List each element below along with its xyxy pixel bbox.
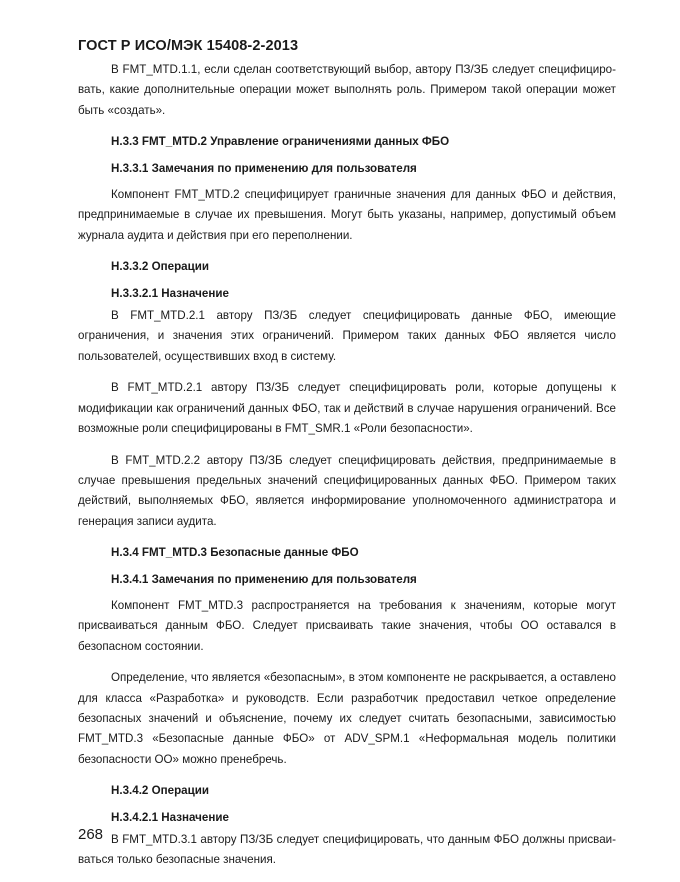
subsection-heading: H.3.3.1 Замечания по применению для пользователя — [111, 161, 417, 175]
paragraph: В FMT_MTD.2.2 автору ПЗ/ЗБ следует специфицировать действия, предпринимаемые в случае превышения предельных значений специфицированных данных ФБО. Примером таких действий, выполняемых ФБО, является информирование уполномоченного администратора и генерация записи аудита. — [78, 453, 616, 528]
paragraph: В FMT_MTD.2.1 автору ПЗ/ЗБ следует специфицировать данные ФБО, имеющие ограничения, и значения этих ограничений. Примером таких данных ФБО является число пользователей, осуществивших вход в систему. — [78, 309, 616, 363]
subsection-heading: H.3.3.2 Операции — [111, 260, 209, 274]
document-body — [78, 60, 616, 882]
paragraph: В FMT_MTD.1.1, если сделан соответствующий выбор, автору ПЗ/ЗБ следует специфицировать, какие дополнительные операции может выполнять роль. Примером такой операции может быть «создать». — [78, 63, 616, 117]
page-number: 268 — [78, 826, 104, 843]
subsection-heading: H.3.4.2 Операции — [111, 784, 209, 798]
document-header: ГОСТ Р ИСО/МЭК 15408-2-2013 — [78, 38, 299, 54]
paragraph: В FMT_MTD.2.1 автору ПЗ/ЗБ следует специфицировать роли, которые допущены к модификации как ограничений данных ФБО, так и действий в случае нарушения ограничений. Все возможные роли специфицированы в FMT_SMR.1 «Роли безопасности». — [78, 381, 616, 436]
section-heading: H.3.4 FMT_MTD.3 Безопасные данные ФБО — [111, 546, 359, 560]
subsection-heading: H.3.3.2.1 Назначение — [111, 286, 229, 300]
subsection-heading: H.3.4.1 Замечания по применению для пользователя — [111, 572, 417, 586]
paragraph: Определение, что является «безопасным», в этом компоненте не раскрывается, а оставлено для класса «Разработка» и руководств. Если разработчик предоставил четкое определение безопасных значений и объяснение, почему их следует считать безопасными, зависимостью FMT_MTD.3 «Безопасные данные ФБО» от ADV_SPM.1 «Неформальная модель политики безопасности ОО» можно пренебречь. — [78, 671, 616, 766]
paragraph: В FMT_MTD.3.1 автору ПЗ/ЗБ следует специфицировать, что данным ФБО должны присваиваться только безопасные значения. — [78, 833, 616, 867]
subsection-heading: H.3.4.2.1 Назначение — [111, 810, 229, 824]
section-heading: H.3.3 FMT_MTD.2 Управление ограничениями данных ФБО — [111, 135, 450, 149]
paragraph: Компонент FMT_MTD.2 специфицирует граничные значения для данных ФБО и действия, предпринимаемые в случае их превышения. Могут быть указаны, например, допустимый объем журнала аудита и действия при его переполнении. — [78, 188, 616, 242]
paragraph: Компонент FMT_MTD.3 распространяется на требования к значениям, которые могут присваиваться данным ФБО. Следует присваивать такие значения, чтобы ОО оставался в безопасном состоянии. — [78, 598, 616, 653]
